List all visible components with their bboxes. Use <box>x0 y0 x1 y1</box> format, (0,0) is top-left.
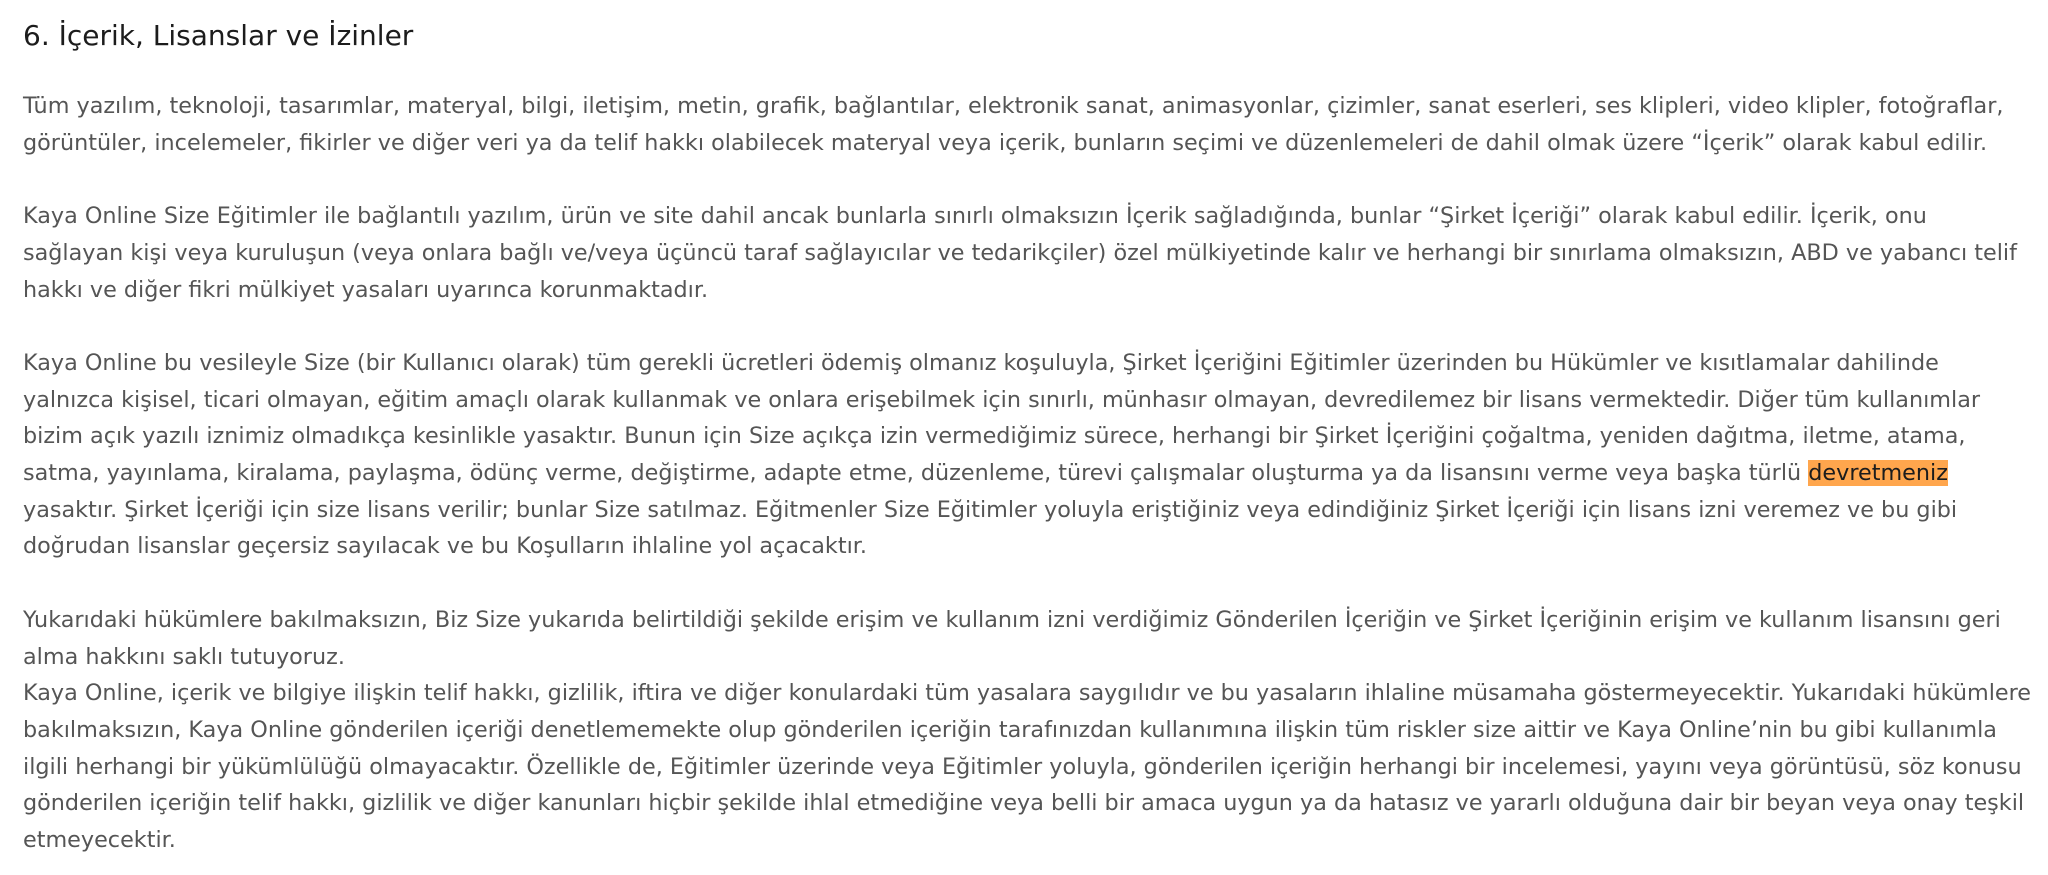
terms-section <box>23 14 2033 859</box>
paragraph-content-definition: Tüm yazılım, teknoloji, tasarımlar, materyal, bilgi, iletişim, metin, grafik, bağlantılar, elektronik sanat, animasyonlar, çizimler, sanat eserleri, ses klipleri, video klipler, fotoğraflar, görüntüler, incelemeler, fikirler ve diğer veri ya da telif hakkı olabilecek materyal veya içerik, bunların seçimi ve düzenlemeleri de dahil olmak üzere “İçerik” olarak kabul edilir. <box>23 93 2004 156</box>
paragraph-company-content: Kaya Online Size Eğitimler ile bağlantılı yazılım, ürün ve site dahil ancak bunlarla sınırlı olmaksızın İçerik sağladığında, bunlar “Şirket İçeriği” olarak kabul edilir. İçerik, onu sağlayan kişi veya kuruluşun (veya onlara bağlı ve/veya üçüncü taraf sağlayıcılar ve tedarikçiler) özel mülkiyetinde kalır ve herhangi bir sınırlama olmaksızın, ABD ve yabancı telif hakkı ve diğer fikri mülkiyet yasaları uyarınca korunmaktadır. <box>23 203 2017 303</box>
paragraph-license-grant <box>23 345 2033 565</box>
paragraph-copyright-respect: Kaya Online, içerik ve bilgiye ilişkin telif hakkı, gizlilik, iftira ve diğer konulardaki tüm yasalara saygılıdır ve bu yasaların ihlaline müsamaha göstermeyecektir. Yukarıdaki hükümlere bakılmaksızın, Kaya Online gönderilen içeriği denetlememekte olup gönderilen içeriğin tarafınızdan kullanımına ilişkin tüm riskler size aittir ve Kaya Online’nin bu gibi kullanımla ilgili herhangi bir yükümlülüğü olmayacaktır. Özellikle de, Eğitimler üzerinde veya Eğitimler yoluyla, gönderilen içeriğin herhangi bir incelemesi, yayını veya görüntüsü, söz konusu gönderilen içeriğin telif hakkı, gizlilik ve diğer kanunları hiçbir şekilde ihlal etmediğine veya belli bir amaca uygun ya da hatasız ve yararlı olduğuna dair bir beyan veya onay teşkil etmeyecektir. <box>23 680 2032 854</box>
section-title: 6. İçerik, Lisanslar ve İzinler <box>23 19 414 52</box>
license-text-after: yasaktır. Şirket İçeriği için size lisans verilir; bunlar Size satılmaz. Eğitmenler Size Eğitimler yoluyla eriştiğiniz veya edindiğiniz Şirket İçeriği için lisans izni veremez ve bu gibi doğrudan lisanslar geçersiz sayılacak ve bu Koşulların ihlaline yol açacaktır. <box>23 496 1958 560</box>
license-text-before: Kaya Online bu vesileyle Size (bir Kullanıcı olarak) tüm gerekli ücretleri ödemiş olmanız koşuluyla, Şirket İçeriğini Eğitimler üzerinden bu Hükümler ve kısıtlamalar dahilinde yalnızca kişisel, ticari olmayan, eğitim amaçlı olarak kullanmak ve onlara erişebilmek için sınırlı, münhasır olmayan, devredilemez bir lisans vermektedir. Diğer tüm kullanımlar bizim açık yazılı iznimiz olmadıkça kesinlikle yasaktır. Bunun için Size açıkça izin vermediğimiz sürece, herhangi bir Şirket İçeriğini çoğaltma, yeniden dağıtma, iletme, atama, satma, yayınlama, kiralama, paylaşma, ödünç verme, değiştirme, adapte etme, düzenleme, türevi çalışmalar oluşturma ya da lisansını verme veya başka türlü <box>23 349 1981 486</box>
paragraph-revocation: Yukarıdaki hükümlere bakılmaksızın, Biz Size yukarıda belirtildiği şekilde erişim ve kullanım izni verdiğimiz Gönderilen İçeriğin ve Şirket İçeriğinin erişim ve kullanım lisansını geri alma hakkını saklı tutuyoruz. <box>23 606 2001 670</box>
search-highlight: devretmeniz <box>1808 460 1948 486</box>
